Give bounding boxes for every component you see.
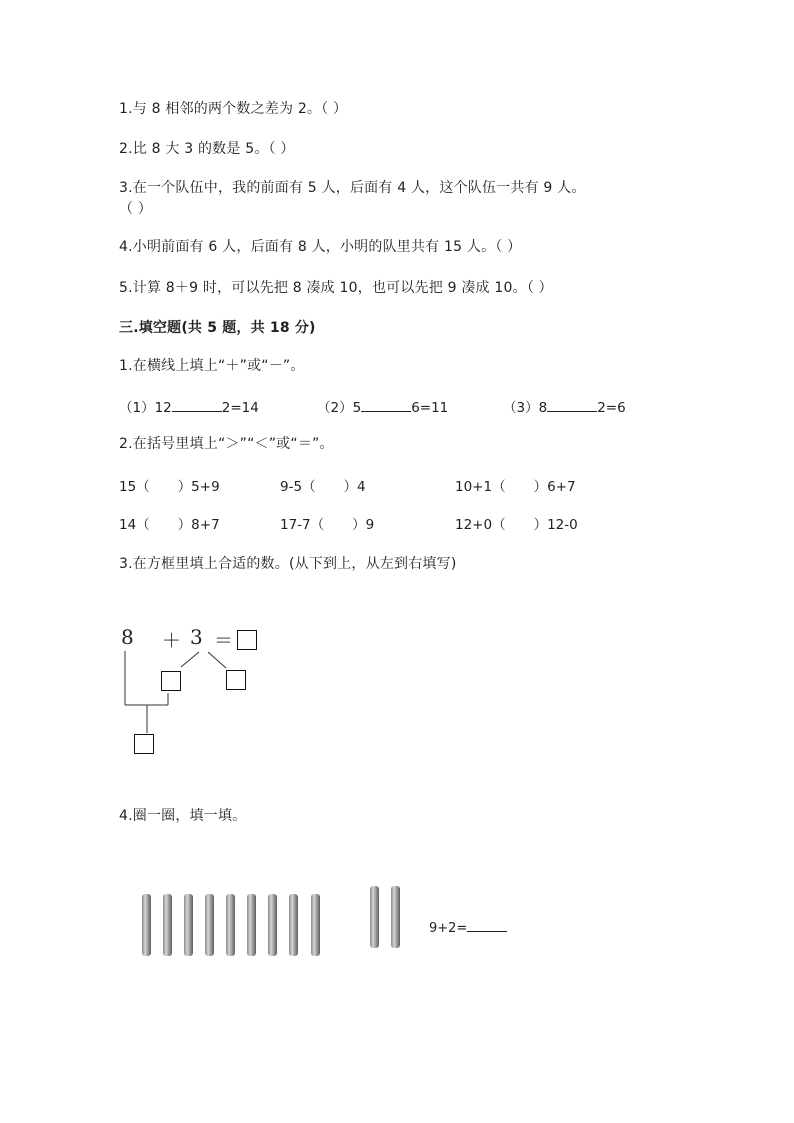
fill-question-4-title [119,805,246,825]
answer-box-bottom[interactable] [134,734,154,754]
fill-item-1 [119,396,259,416]
fill-item-1-label: （1）12 [119,400,172,416]
stick-equation-text: 9+2= [429,921,468,936]
fill-item-2-blank[interactable] [361,411,411,412]
diagram-number-8: 8 [121,625,134,649]
judge-question-3 [119,177,586,197]
fill-question-4-title-text: 4.圈一圈，填一填。 [119,808,247,824]
stick-icon [163,894,172,956]
fill-item-1-blank[interactable] [172,411,222,412]
stick-icon [142,894,151,956]
fill-item-3-blank[interactable] [547,411,597,412]
judge-question-4-text: 4.小明前面有 6 人，后面有 8 人，小明的队里共有 15 人。（ ） [119,239,522,255]
stick-icon [289,894,298,956]
stick-icon [311,894,320,956]
compare-item-2-3-left: 12+0（ [455,517,506,533]
judge-question-3-text: 3.在一个队伍中，我的前面有 5 人，后面有 4 人，这个队伍一共有 9 人。 [119,180,586,196]
fill-item-3 [503,396,626,416]
fill-question-2-title [119,433,334,453]
compare-item-1-2-right: ）4 [343,479,366,495]
compare-item-2-1-right: ）8+7 [177,517,220,533]
compare-item-2-1-left: 14（ [119,517,150,533]
stick-icon [247,894,256,956]
judge-question-2-text: 2.比 8 大 3 的数是 5。（ ） [119,141,295,157]
fill-question-3-title [119,553,456,573]
compare-item-1-1-left: 15（ [119,479,150,495]
compare-item-1-3-left: 10+1（ [455,479,506,495]
fill-question-2-title-text: 2.在括号里填上“＞”“＜”或“＝”。 [119,436,334,452]
stick-icon [391,886,400,948]
compare-item-1-2 [280,475,366,495]
stick-equation-blank[interactable] [467,931,507,932]
judge-question-4 [119,236,521,256]
compare-item-2-3 [455,513,578,533]
diagram-plus-sign: ＋ [162,630,182,652]
stick-icon [268,894,277,956]
judge-question-3-paren-text: （ ） [119,201,153,217]
stick-icon [205,894,214,956]
fill-item-2-after: 6=11 [411,400,449,416]
judge-question-5 [119,277,553,297]
stick-equation [429,921,507,936]
fill-item-3-label: （3）8 [503,400,548,416]
make-ten-diagram [110,620,310,770]
fill-question-1-title [119,355,305,375]
section-title [119,317,316,337]
stick-icon [184,894,193,956]
answer-box-sum[interactable] [237,630,257,650]
compare-item-1-1-right: ）5+9 [177,479,220,495]
compare-item-1-1 [119,475,220,495]
judge-question-2 [119,138,295,158]
diagram-number-3: 3 [190,625,203,649]
compare-item-2-2 [280,513,374,533]
fill-item-2-label: （2）5 [317,400,362,416]
fill-item-1-after: 2=14 [221,400,259,416]
judge-question-3-paren [119,198,152,218]
stick-icon [226,894,235,956]
fill-item-2 [317,396,448,416]
diagram-equals-sign: ＝ [214,630,234,652]
section-title-text: 三.填空题(共 5 题，共 18 分) [119,320,316,336]
fill-question-1-title-text: 1.在横线上填上“＋”或“－”。 [119,358,305,374]
fill-question-3-title-text: 3.在方框里填上合适的数。(从下到上，从左到右填写) [119,556,457,572]
compare-item-2-1 [119,513,220,533]
compare-item-2-2-right: ）9 [352,517,375,533]
compare-item-1-3-right: ）6+7 [533,479,576,495]
sticks-group-left[interactable] [140,890,330,960]
compare-item-1-3 [455,475,576,495]
compare-item-1-2-left: 9-5（ [280,479,316,495]
compare-item-2-3-right: ）12-0 [533,517,578,533]
compare-item-2-2-left: 17-7（ [280,517,325,533]
fill-item-3-after: 2=6 [597,400,626,416]
judge-question-5-text: 5.计算 8＋9 时，可以先把 8 凑成 10，也可以先把 9 凑成 10。（ ） [119,280,553,296]
sticks-group-right[interactable] [368,884,408,954]
judge-question-1 [119,98,347,118]
stick-icon [370,886,379,948]
answer-box-split-right[interactable] [226,670,246,690]
answer-box-split-left[interactable] [161,671,181,691]
judge-question-1-text: 1.与 8 相邻的两个数之差为 2。（ ） [119,101,348,117]
